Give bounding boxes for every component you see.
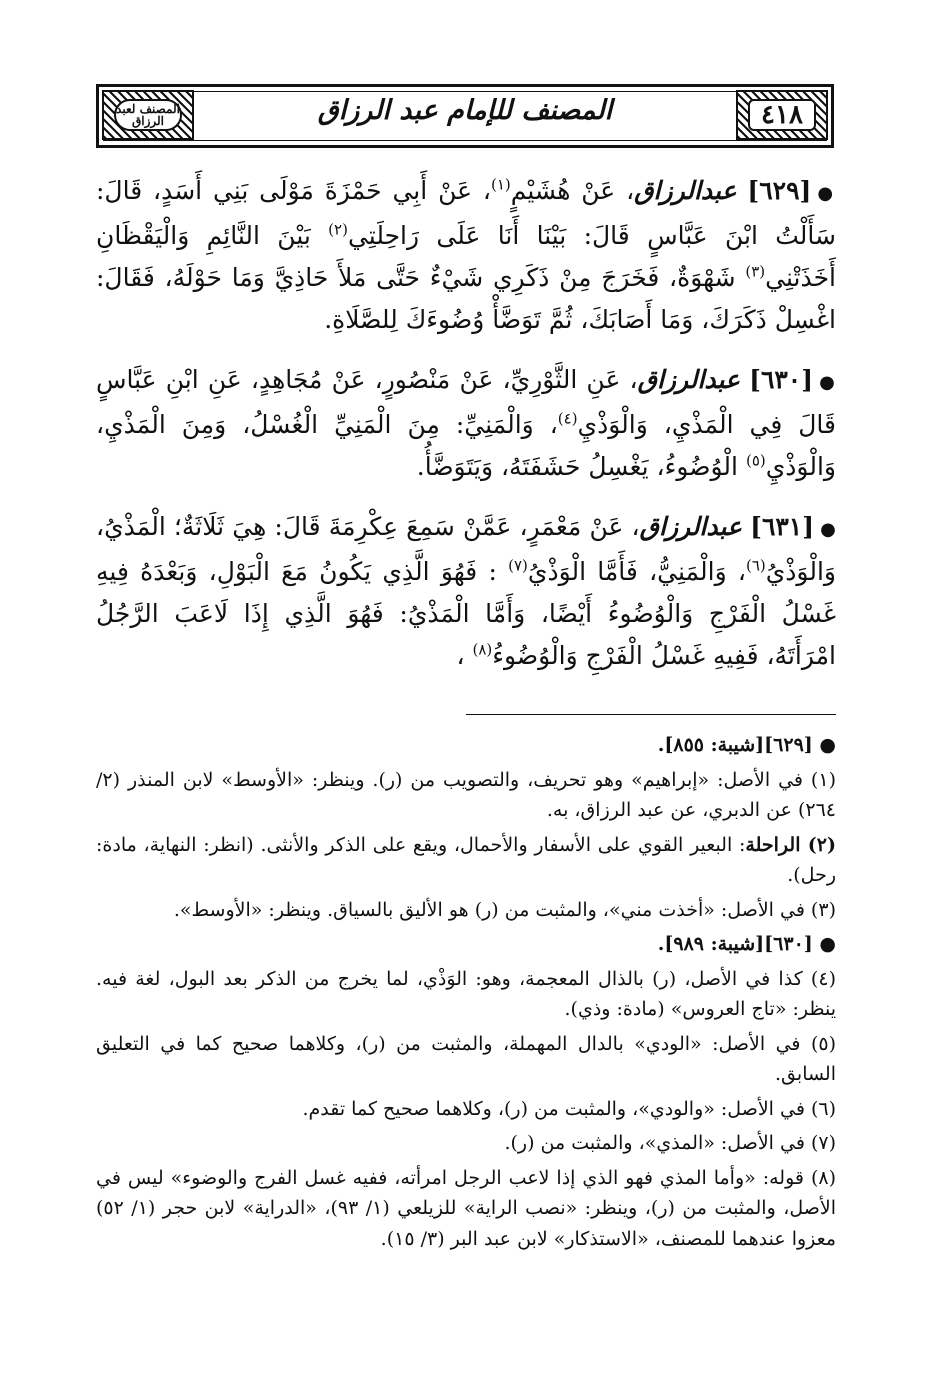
footnote-5: (٥) في الأصل: «الودي» بالدال المهملة، والمثبت من (ر)، وكلاهما صحيح كما في التعليق السابق. (96, 1032, 836, 1085)
bullet-icon: ● (812, 734, 836, 756)
footnotes (96, 730, 836, 1258)
footnote-6: (٦) في الأصل: «والودي»، والمثبت من (ر)، وكلاهما صحيح كما تقدم. (302, 1097, 836, 1120)
page-number: ٤١٨ (748, 99, 816, 131)
footnote-7: (٧) في الأصل: «المذي»، والمثبت من (ر). (504, 1132, 836, 1154)
hadith-631: ●[٦٣١] عبدالرزاق، عَنْ مَعْمَرٍ، عَمَّنْ سَمِعَ عِكْرِمَةَ قَالَ: هِيَ ثَلَاثَةٌ؛ الْمَذْيُ، وَالْوَذْيُ$^{(٦)}$، وَالْمَنِيُّ، فَأَمَّا الْوَذْيُ$^{(٧)}$ : فَهُوَ الَّذِي يَكُونُ مَعَ الْبَوْلِ، وَبَعْدَهُ فِيهِ غَسْلُ الْفَرْجِ وَالْوُضُوءُ أَيْضًا، وَأَمَّا الْمَذْيُ: فَهُوَ الَّذِي إِذَا لَاعَبَ الرَّجُلُ امْرَأَتَهُ، فَفِيهِ غَسْلُ الْفَرْجِ وَالْوُضُوءُ$^{(٨)}$ ، (96, 512, 836, 670)
footnote-3: (٣) في الأصل: «أخذت مني»، والمثبت من (ر) هو الأليق بالسياق. وينظر: «الأوسط». (173, 898, 836, 921)
emblem-text: المصنف لعبد الرزاق (114, 99, 182, 131)
page-number-block (736, 90, 828, 140)
hadith-630: ●[٦٣٠] عبدالرزاق، عَنِ الثَّوْرِيِّ، عَنْ مَنْصُورٍ، عَنْ مُجَاهِدٍ، عَنِ ابْنِ عَبَّاسٍ قَالَ فِي الْمَذْيِ، وَالْوَذْيِ$^{(٤)}$، وَالْمَنِيِّ: مِنَ الْمَنِيِّ الْغُسْلُ، وَمِنَ الْمَذْيِ، وَالْوَذْيِ$^{(٥)}$ الْوُضُوءُ، يَغْسِلُ حَشَفَتَهُ، وَيَتَوَضَّأُ. (96, 365, 836, 481)
reference-630: ● [٦٣٠][شيبة: ٩٨٩]. (657, 933, 836, 955)
hadith-629: ●[٦٢٩] عبدالرزاق، عَنْ هُشَيْمٍ$^{(١)}$، عَنْ أَبِي حَمْزَةَ مَوْلَى بَنِي أَسَدٍ، قَالَ: سَأَلْتُ ابْنَ عَبَّاسٍ قَالَ: بَيْنَا أَنَا عَلَى رَاحِلَتِي$^{(٢)}$ بَيْنَ النَّائِمِ وَالْيَقْظَانِ أَخَذَتْنِي$^{(٣)}$ شَهْوَةٌ، فَخَرَجَ مِنْ ذَكَرِي شَيْءٌ حَتَّى مَلأَ حَاذِيَّ وَمَا حَوْلَهُ، فَقَالَ: اغْسِلْ ذَكَرَكَ، وَمَا أَصَابَكَ، ثُمَّ تَوَضَّأْ وُضُوءَكَ لِلصَّلَاةِ. (96, 175, 837, 334)
bullet-icon: ● (819, 372, 836, 393)
footnote-2: (٢) الراحلة: البعير القوي على الأسفار والأحمال، ويقع على الذكر والأنثى. (انظر: النهاية، مادة: رحل). (96, 833, 837, 886)
book-title: المصنف للإمام عبد الرزاق (317, 95, 613, 126)
footnote-separator (466, 714, 836, 715)
hadith-text (96, 170, 836, 695)
bullet-icon: ● (820, 519, 836, 540)
footnote-8: (٨) قوله: «وأما المذي فهو الذي إذا لاعب الرجل امرأته، ففيه غسل الفرج والوضوء» ليس في الأصل، والمثبت من (ر)، وينظر: «نصب الراية» للزيلعي (١/ ٩٣)، «الدراية» لابن حجر (١/ ٥٢) معزوا عندهما للمصنف، «الاستذكار» لابن عبد البر (٣/ ١٥). (96, 1166, 836, 1250)
footnote-4: (٤) كذا في الأصل، (ر) بالذال المعجمة، وهو: الوَذْي، لما يخرج من الذكر بعد البول، لغة فيه. ينظر: «تاج العروس» (مادة: وذي). (96, 967, 836, 1020)
bullet-icon: ● (812, 933, 836, 955)
page-header (96, 84, 834, 148)
bullet-icon: ● (817, 183, 836, 204)
footnote-1: (١) في الأصل: «إبراهيم» وهو تحريف، والتصويب من (ر). وينظر: «الأوسط» لابن المنذر (٢/ ٢٦٤) عن الدبري، عن عبد الرزاق، به. (96, 768, 836, 821)
book-emblem (102, 90, 194, 140)
reference-629: ● [٦٢٩][شيبة: ٨٥٥]. (657, 734, 836, 756)
